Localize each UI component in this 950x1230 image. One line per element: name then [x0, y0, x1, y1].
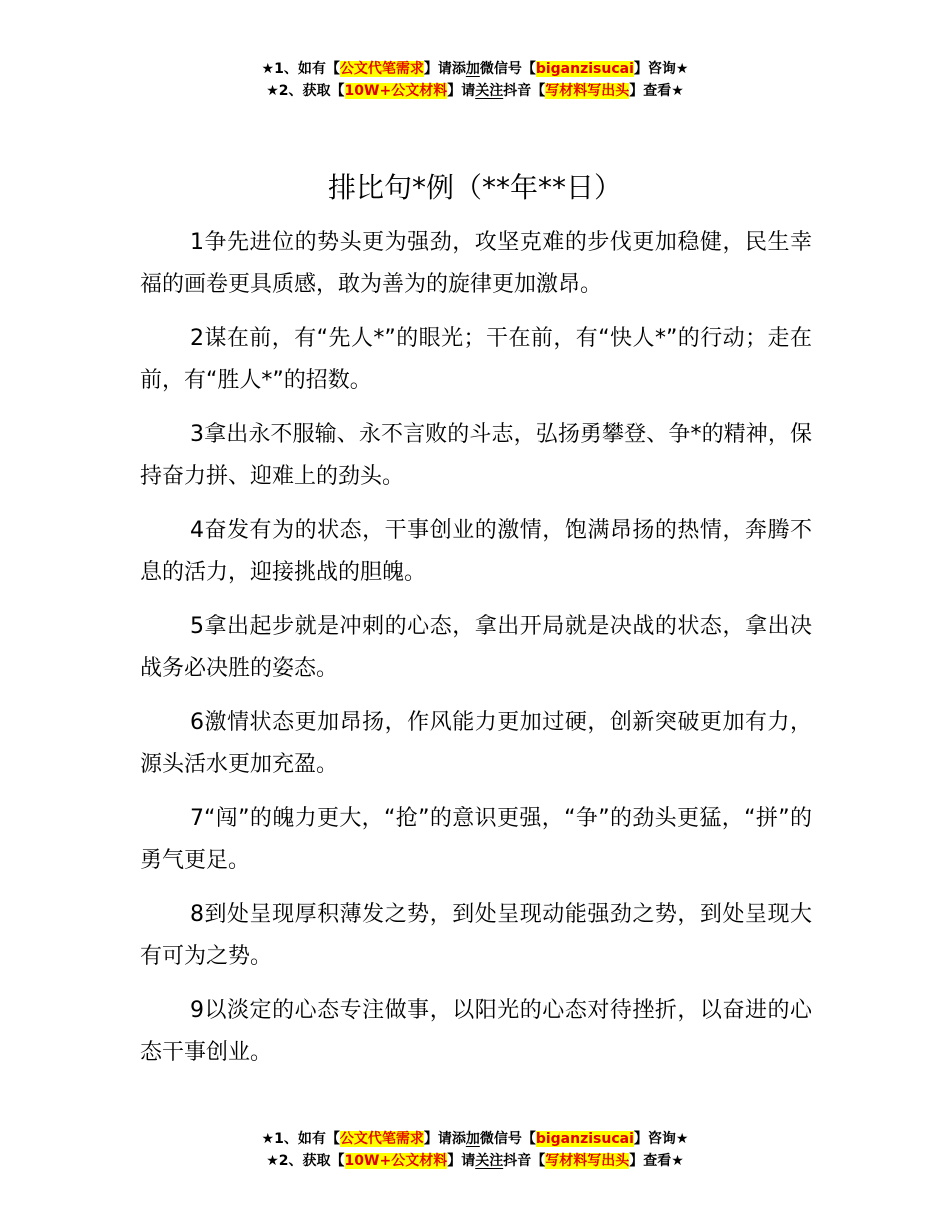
footer-banner: [0, 1128, 950, 1172]
star-icon: ★: [266, 1153, 279, 1169]
paragraph-2: 2谋在前，有“先人*”的眼光；干在前，有“快人*”的行动；走在前，有“胜人*”的招数。: [140, 326, 812, 393]
header-banner: [0, 58, 950, 102]
highlight-materials: 10W+公文材料: [344, 83, 448, 99]
highlight-wechat-id: biganzisucai: [535, 61, 634, 77]
paragraph-4: 4奋发有为的状态，干事创业的激情，饱满昂扬的热情，奔腾不息的活力，迎接挑战的胆魄。: [140, 518, 812, 585]
paragraph-1: 1争先进位的势头更为强劲，攻坚克难的步伐更加稳健，民生幸福的画卷更具质感，敢为善为的旋律更加激昂。: [140, 230, 812, 297]
highlight-douyin: 写材料写出头: [545, 83, 630, 99]
document-title: 排比句*例（**年**日）: [327, 171, 622, 204]
paragraph-3: 3拿出永不服输、永不言败的斗志，弘扬勇攀登、争*的精神，保持奋力拼、迎难上的劲头。: [140, 422, 812, 489]
banner-line-2: ★2、获取【10W+公文材料】请关注抖音【写材料写出头】查看★: [266, 83, 684, 99]
paragraph-7: 7“闯”的魄力更大，“抢”的意识更强，“争”的劲头更猛，“拼”的勇气更足。: [140, 806, 812, 873]
banner-line-2: ★2、获取【10W+公文材料】请关注抖音【写材料写出头】查看★: [266, 1153, 684, 1169]
highlight-service: 公文代笔需求: [339, 1131, 424, 1147]
document-body: [140, 222, 812, 1086]
highlight-wechat-id: biganzisucai: [535, 1131, 634, 1147]
paragraph-6: 6激情状态更加昂扬，作风能力更加过硬，创新突破更加有力，源头活水更加充盈。: [140, 710, 812, 777]
star-icon: ★: [261, 61, 275, 77]
paragraph-8: 8到处呈现厚积薄发之势，到处呈现动能强劲之势，到处呈现大有可为之势。: [140, 902, 812, 969]
highlight-materials: 10W+公文材料: [344, 1153, 448, 1169]
highlight-douyin: 写材料写出头: [545, 1153, 630, 1169]
star-icon: ★: [266, 83, 279, 99]
banner-line-1: ★1、如有【公文代笔需求】请添加微信号【biganzisucai】咨询★: [261, 1131, 689, 1147]
paragraph-5: 5拿出起步就是冲刺的心态，拿出开局就是决战的状态，拿出决战务必决胜的姿态。: [140, 614, 812, 681]
highlight-service: 公文代笔需求: [339, 61, 424, 77]
paragraph-9: 9以淡定的心态专注做事，以阳光的心态对待挫折，以奋进的心态干事创业。: [140, 998, 812, 1065]
banner-line-1: ★1、如有【公文代笔需求】请添加微信号【biganzisucai】咨询★: [261, 61, 689, 77]
star-icon: ★: [261, 1131, 275, 1147]
